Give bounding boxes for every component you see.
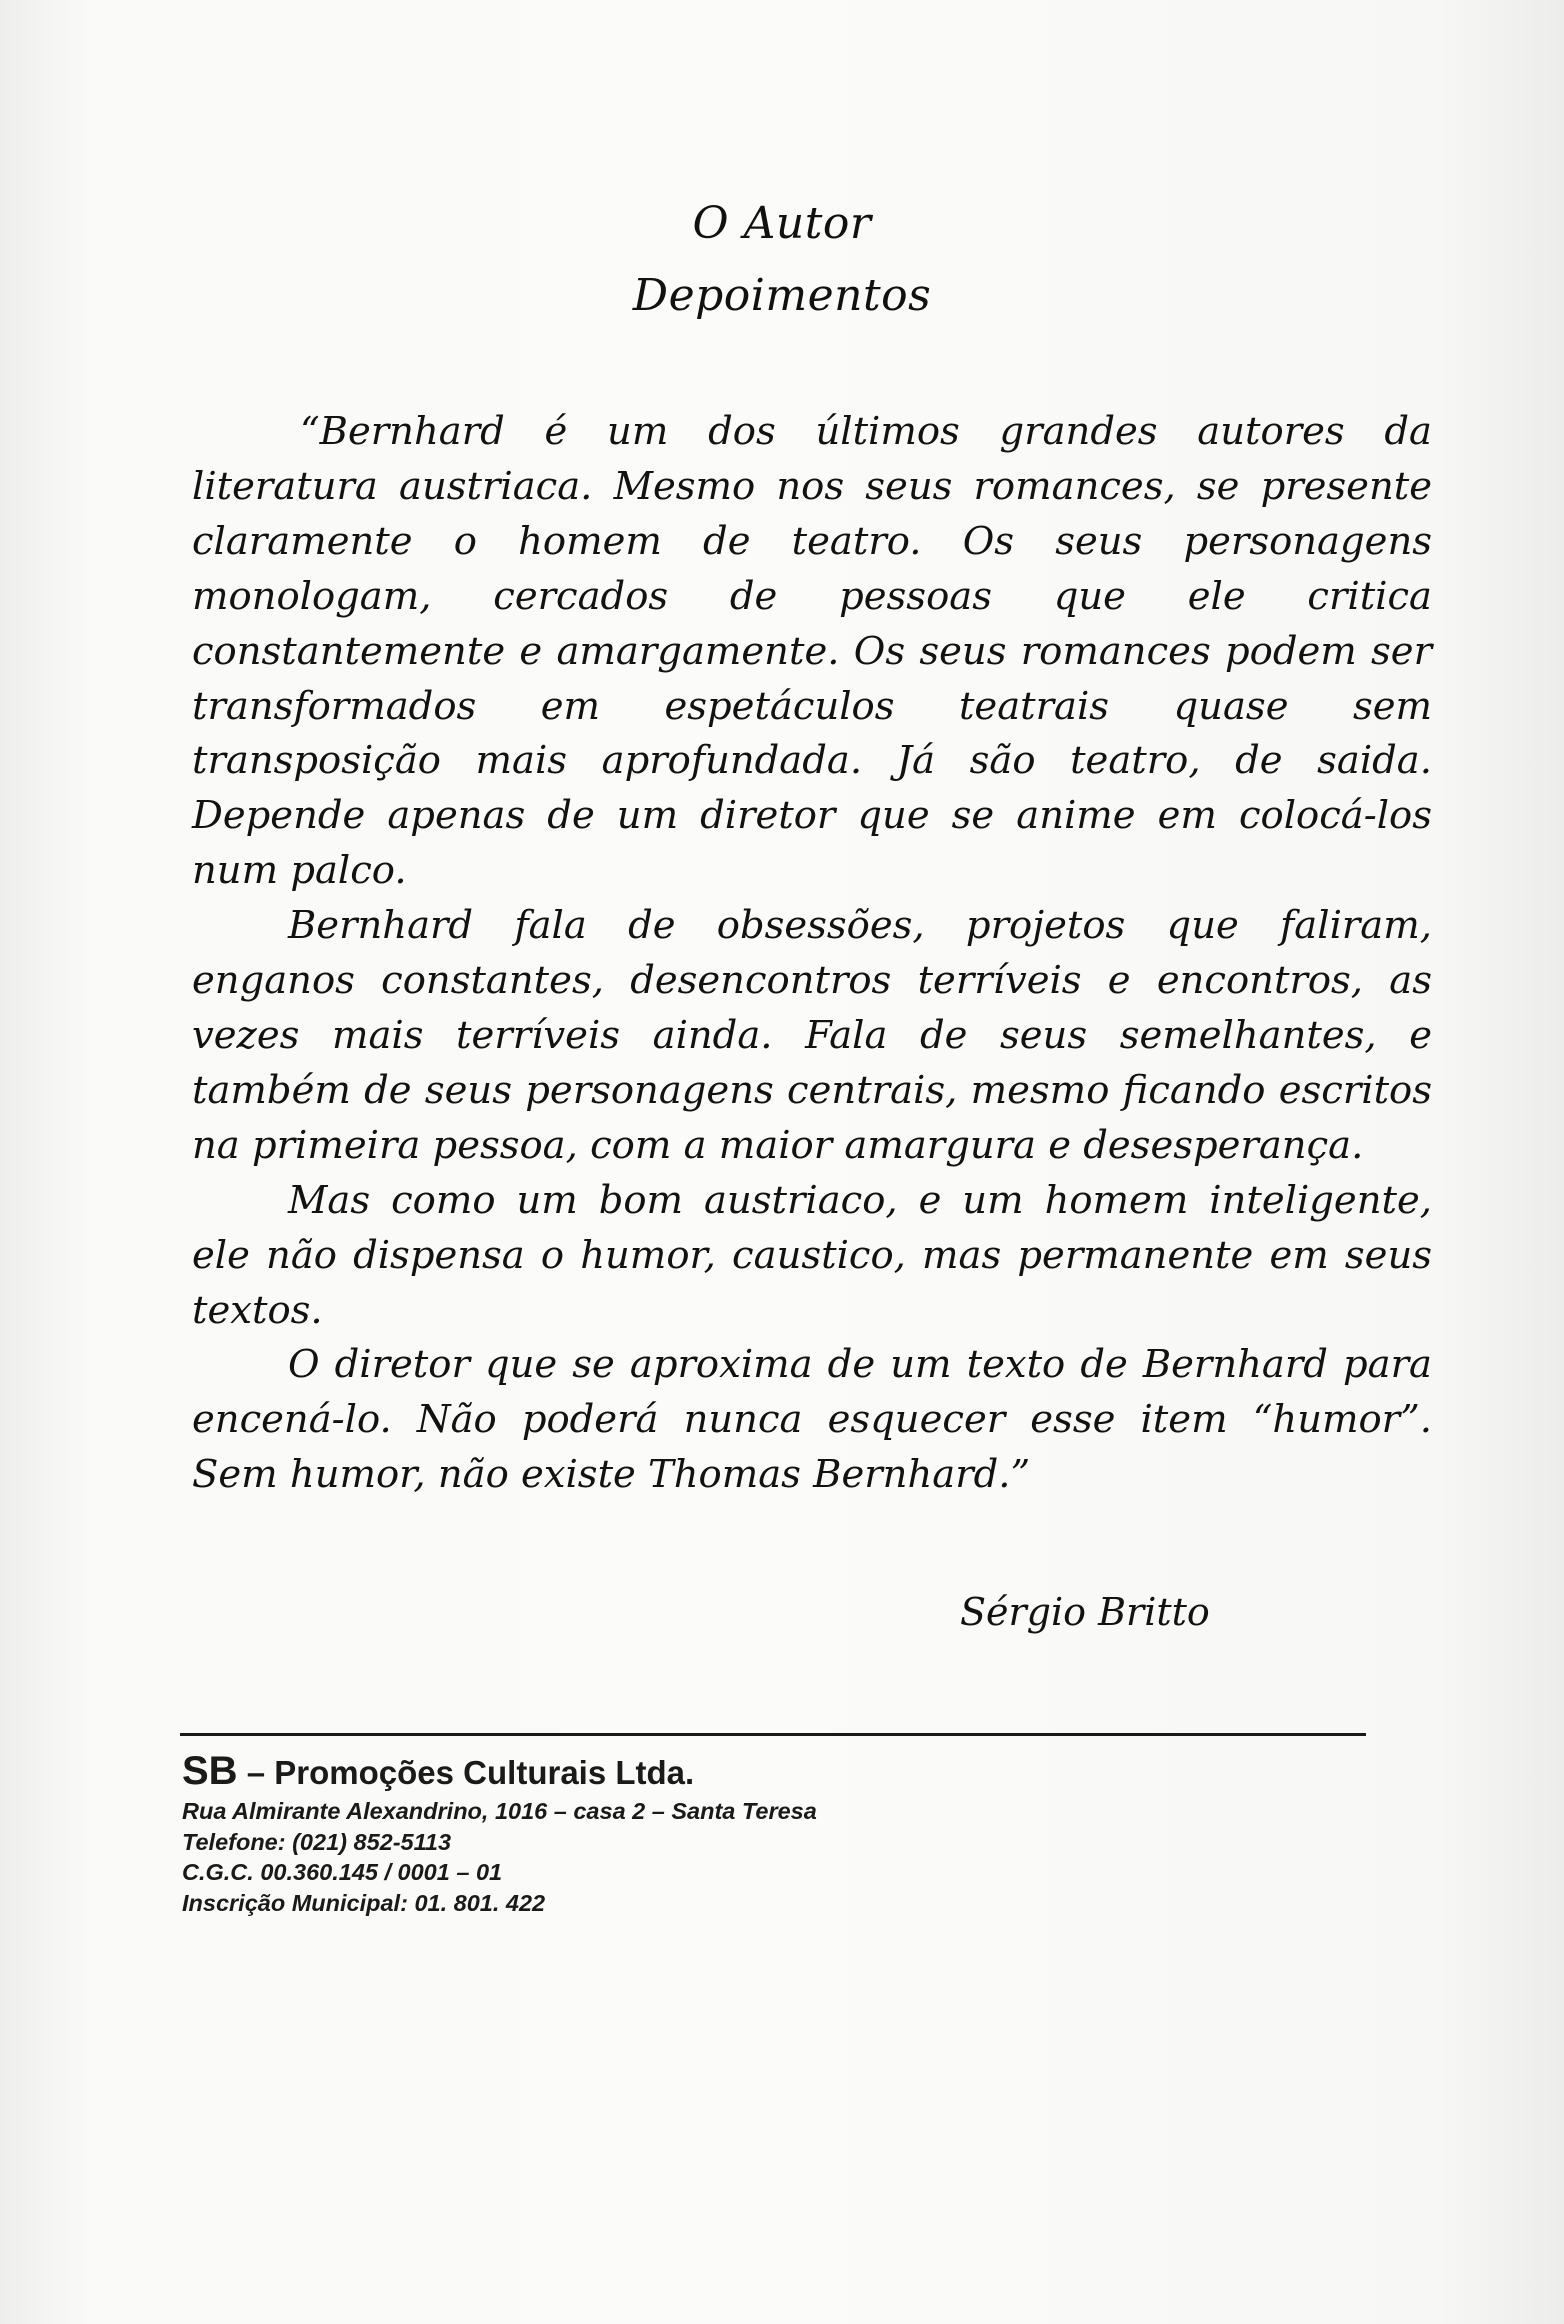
company-municipal: Inscrição Municipal: 01. 801. 422: [182, 1889, 546, 1916]
company-abbr: SB: [182, 1749, 238, 1793]
company-phone: Telefone: (021) 852-5113: [182, 1828, 452, 1855]
company-cgc: C.G.C. 00.360.145 / 0001 – 01: [182, 1859, 503, 1885]
signature: Sérgio Britto: [960, 1590, 1210, 1634]
paragraph-1: “Bernhard é um dos últimos grandes autores da literatura austriaca. Mesmo nos seus romances, se presente claramente o homem de teatro. Os seus personagens monologam, cercados de pessoas que ele critica constantemente e amargamente. Os seus romances podem ser transformados em espetáculos teatrais quase sem transposição mais aprofundada. Já são teatro, de saida. Depende apenas de um diretor que se anime em colocá-los num palco.: [192, 409, 1432, 894]
testimonial-text: [192, 405, 1432, 1503]
title-block: [0, 188, 1564, 332]
page-subtitle: Depoimentos: [632, 270, 932, 321]
page-title: O Autor: [692, 198, 872, 249]
footer-divider: [180, 1733, 1366, 1736]
company-name-line: [182, 1748, 1282, 1796]
paragraph-3: Mas como um bom austriaco, e um homem inteligente, ele não dispensa o humor, caustico, mas permanente em seus textos.: [192, 1177, 1432, 1333]
paragraph-4: O diretor que se aproxima de um texto de Bernhard para encená-lo. Não poderá nunca esquecer esse item “humor”. Sem humor, não existe Thomas Bernhard.”: [192, 1342, 1432, 1498]
company-sep: –: [237, 1754, 275, 1791]
company-name: Promoções Culturais Ltda.: [274, 1754, 695, 1791]
company-address: Rua Almirante Alexandrino, 1016 – casa 2 – Santa Teresa: [182, 1798, 817, 1824]
footer: [182, 1748, 1282, 1918]
paragraph-2: Bernhard fala de obsessões, projetos que faliram, enganos constantes, desencontros terríveis e encontros, as vezes mais terríveis ainda. Fala de seus semelhantes, e também de seus personagens centrais, mesmo ficando escritos na primeira pessoa, com a maior amargura e desesperança.: [192, 903, 1432, 1168]
